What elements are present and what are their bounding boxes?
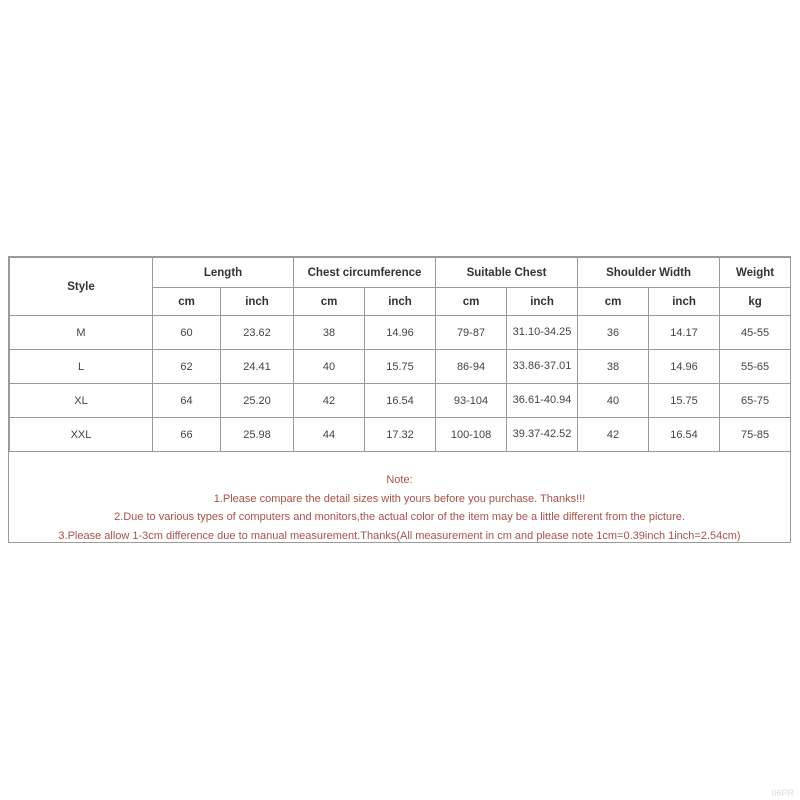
unit-suitable-cm: cm <box>436 288 507 316</box>
note-line-2: 2.Due to various types of computers and monitors,the actual color of the item may be a little different from the picture. <box>114 511 685 523</box>
unit-shoulder-cm: cm <box>578 288 649 316</box>
unit-shoulder-inch: inch <box>649 288 720 316</box>
cell-length-inch: 24.41 <box>221 350 294 384</box>
cell-shoulder-inch: 15.75 <box>649 384 720 418</box>
cell-style: M <box>10 316 153 350</box>
cell-length-inch: 25.98 <box>221 418 294 452</box>
cell-chest-cm: 44 <box>294 418 365 452</box>
cell-shoulder-inch: 16.54 <box>649 418 720 452</box>
note-line-3: 3.Please allow 1-3cm difference due to manual measurement.Thanks(All measurement in cm and please note 1cm=0.39inch 1inch=2.54cm) <box>58 529 741 542</box>
cell-chest-inch: 16.54 <box>365 384 436 418</box>
unit-length-cm: cm <box>153 288 221 316</box>
cell-shoulder-cm: 36 <box>578 316 649 350</box>
note-block <box>9 471 790 545</box>
header-row-main <box>10 258 791 288</box>
cell-shoulder-cm: 40 <box>578 384 649 418</box>
size-table <box>9 257 791 452</box>
cell-length-cm: 64 <box>153 384 221 418</box>
cell-shoulder-inch: 14.96 <box>649 350 720 384</box>
header-style: Style <box>10 258 153 316</box>
cell-suitable-inch: 31.10-34.25 <box>507 316 578 350</box>
cell-shoulder-cm: 42 <box>578 418 649 452</box>
cell-chest-cm: 40 <box>294 350 365 384</box>
cell-length-cm: 62 <box>153 350 221 384</box>
cell-length-cm: 60 <box>153 316 221 350</box>
cell-suitable-cm: 93-104 <box>436 384 507 418</box>
header-weight: Weight <box>720 258 791 288</box>
cell-suitable-cm: 86-94 <box>436 350 507 384</box>
unit-weight-kg: kg <box>720 288 791 316</box>
cell-chest-inch: 17.32 <box>365 418 436 452</box>
table-row <box>10 418 791 452</box>
note-title: Note: <box>386 474 413 486</box>
cell-suitable-inch: 36.61-40.94 <box>507 384 578 418</box>
header-length: Length <box>153 258 294 288</box>
note-line-1: 1.Please compare the detail sizes with yours before you purchase. Thanks!!! <box>213 492 586 505</box>
header-shoulder-width: Shoulder Width <box>578 258 720 288</box>
cell-style: XXL <box>10 418 153 452</box>
cell-length-inch: 25.20 <box>221 384 294 418</box>
cell-shoulder-inch: 14.17 <box>649 316 720 350</box>
cell-length-cm: 66 <box>153 418 221 452</box>
cell-length-inch: 23.62 <box>221 316 294 350</box>
cell-weight: 45-55 <box>720 316 791 350</box>
table-row <box>10 384 791 418</box>
cell-suitable-inch: 33.86-37.01 <box>507 350 578 384</box>
unit-chest-cm: cm <box>294 288 365 316</box>
size-chart <box>8 256 791 543</box>
unit-length-inch: inch <box>221 288 294 316</box>
cell-chest-cm: 38 <box>294 316 365 350</box>
table-row <box>10 316 791 350</box>
cell-weight: 55-65 <box>720 350 791 384</box>
cell-chest-cm: 42 <box>294 384 365 418</box>
header-suitable-chest: Suitable Chest <box>436 258 578 288</box>
cell-chest-inch: 15.75 <box>365 350 436 384</box>
cell-suitable-inch: 39.37-42.52 <box>507 418 578 452</box>
cell-shoulder-cm: 38 <box>578 350 649 384</box>
watermark: 06PR <box>771 788 794 798</box>
cell-chest-inch: 14.96 <box>365 316 436 350</box>
cell-style: XL <box>10 384 153 418</box>
table-row <box>10 350 791 384</box>
cell-weight: 65-75 <box>720 384 791 418</box>
header-chest-circumference: Chest circumference <box>294 258 436 288</box>
cell-style: L <box>10 350 153 384</box>
unit-chest-inch: inch <box>365 288 436 316</box>
cell-weight: 75-85 <box>720 418 791 452</box>
cell-suitable-cm: 100-108 <box>436 418 507 452</box>
unit-suitable-inch: inch <box>507 288 578 316</box>
cell-suitable-cm: 79-87 <box>436 316 507 350</box>
